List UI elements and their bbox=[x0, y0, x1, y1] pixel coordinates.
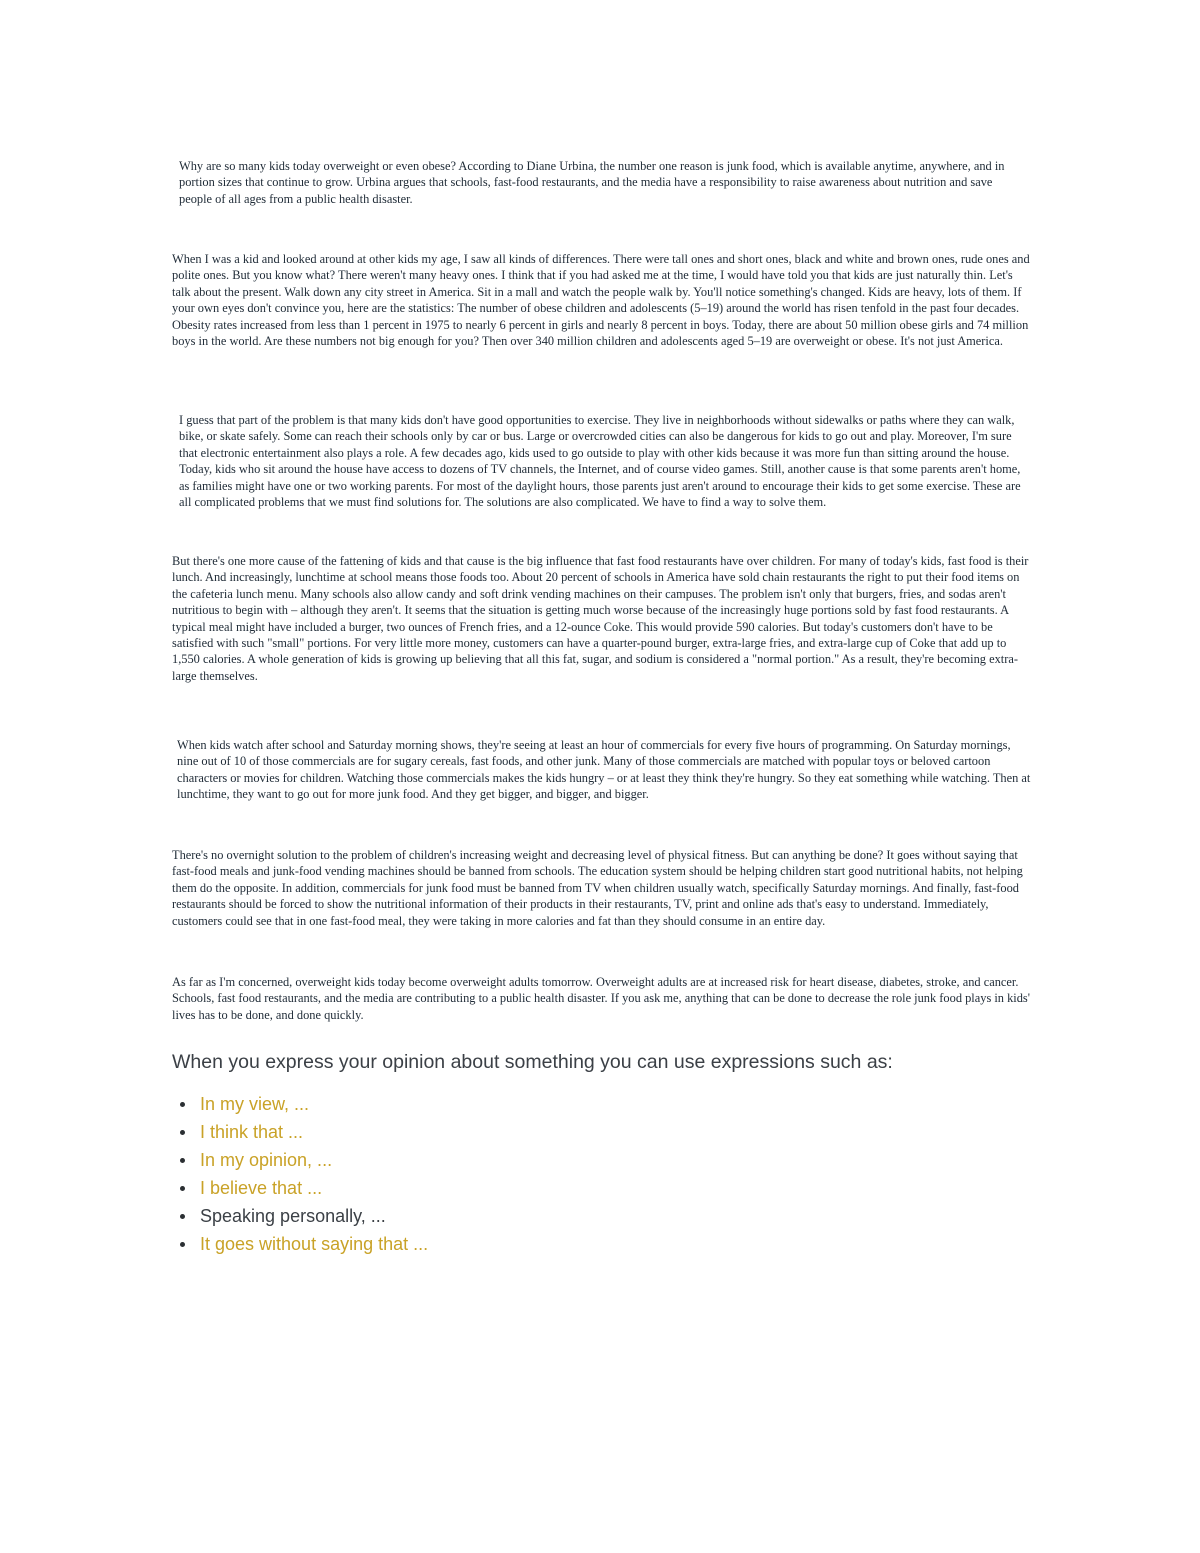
bullet-icon bbox=[180, 1130, 185, 1135]
bullet-icon bbox=[180, 1186, 185, 1191]
bullet-icon bbox=[180, 1242, 185, 1247]
opinion-expressions-list bbox=[172, 1090, 428, 1258]
solution-paragraph: There's no overnight solution to the problem of children's increasing weight and decreasing level of physical fitness. But can anything be done? It goes without saying that fast-food meals and junk-food vending machines should be banned from schools. The education system should be helping children start good nutritional habits, not helping them do the opposite. In addition, commercials for junk food must be banned from TV when children usually watch, specifically Saturday mornings. And finally, fast-food restaurants should be forced to show the nutritional information of their products in their restaurants, TV, print and online ads that's easy to understand. Immediately, customers could see that in one fast-food meal, they were taking in more calories and fat than they should consume in an entire day. bbox=[172, 848, 1023, 928]
kids-differences-paragraph: When I was a kid and looked around at other kids my age, I saw all kinds of differences. There were tall ones and short ones, black and white and brown ones, rude ones and polite ones. But you know what? There weren't many heavy ones. I think that if you had asked me at the time, I would have told you that kids are just naturally thin. Let's talk about the present. Walk down any city street in America. Sit in a mall and watch the people walk by. You'll notice something's changed. Kids are heavy, lots of them. If your own eyes don't convince you, here are the statistics: The number of obese children and adolescents (5–19) around the world has risen tenfold in the past four decades. Obesity rates increased from less than 1 percent in 1975 to nearly 6 percent in girls and nearly 8 percent in boys. Today, there are about 50 million obese girls and 74 million boys in the world. Are these numbers not big enough for you? Then over 340 million children and adolescents aged 5–19 are overweight or obese. It's not just America. bbox=[172, 252, 1030, 349]
list-item bbox=[200, 1174, 428, 1202]
expression-text: I think that ... bbox=[200, 1122, 304, 1142]
bullet-icon bbox=[180, 1158, 185, 1163]
expression-text: It goes without saying that ... bbox=[200, 1234, 429, 1254]
bullet-icon bbox=[180, 1214, 185, 1219]
exercise-problem-paragraph: I guess that part of the problem is that many kids don't have good opportunities to exercise. They live in neighborhoods without sidewalks or paths where they can walk, bike, or skate safely. Some can reach their schools only by car or bus. Large or overcrowded cities can also be dangerous for kids to go out and play. Moreover, I'm sure that electronic entertainment also plays a role. A few decades ago, kids used to go outside to play with other kids because it was more fun than sitting around the house. Today, kids who sit around the house have access to dozens of TV channels, the Internet, and of course video games. Still, another cause is that some parents aren't home, as families might have one or two working parents. For most of the daylight hours, those parents just aren't around to encourage their kids to get some exercise. These are all complicated problems that we must find solutions for. The solutions are also complicated. We have to find a way to solve them. bbox=[179, 413, 1021, 510]
list-item bbox=[200, 1118, 428, 1146]
list-item bbox=[200, 1202, 428, 1230]
expression-text: In my opinion, ... bbox=[200, 1150, 333, 1170]
list-item bbox=[200, 1146, 428, 1174]
intro-paragraph: Why are so many kids today overweight or even obese? According to Diane Urbina, the number one reason is junk food, which is available anytime, anywhere, and in portion sizes that continue to grow. Urbina argues that schools, fast-food restaurants, and the media have a responsibility to raise awareness about nutrition and save people of all ages from a public health disaster. bbox=[179, 159, 1005, 206]
tv-commercials-paragraph: When kids watch after school and Saturday morning shows, they're seeing at least an hour of commercials for every five hours of programming. On Saturday mornings, nine out of 10 of those commercials are for sugary cereals, fast foods, and other junk. Many of those commercials are matched with popular toys or beloved cartoon characters or movies for children. Watching those commercials makes the kids hungry – or at least they think they're hungry. So they eat something while watching. Then at lunchtime, they want to go out for more junk food. And they get bigger, and bigger, and bigger. bbox=[177, 738, 1031, 802]
expression-text: I believe that ... bbox=[200, 1178, 323, 1198]
fast-food-paragraph: But there's one more cause of the fattening of kids and that cause is the big influence that fast food restaurants have over children. For many of today's kids, fast food is their lunch. And increasingly, lunchtime at school means those foods too. About 20 percent of schools in America have sold chain restaurants the right to put their food items on the cafeteria lunch menu. Many schools also allow candy and soft drink vending machines on their campuses. The problem isn't only that burgers, fries, and sodas aren't nutritious to begin with – although they aren't. It seems that the situation is getting much worse because of the increasingly huge portions sold by fast food restaurants. A typical meal might have included a burger, two ounces of French fries, and a 12-ounce Coke. This would provide 590 calories. But today's customers don't have to be satisfied with such "small" portions. For very little more money, customers can have a quarter-pound burger, extra-large fries, and extra-large cup of Coke that add up to 1,550 calories. A whole generation of kids is growing up believing that all this fat, sugar, and sodium is considered a "normal portion." As a result, they're becoming extra-large themselves. bbox=[172, 554, 1029, 683]
conclusion-paragraph: As far as I'm concerned, overweight kids today become overweight adults tomorrow. Overweight adults are at increased risk for heart disease, diabetes, stroke, and cancer. Schools, fast food restaurants, and the media are contributing to a public health disaster. If you ask me, anything that can be done to decrease the role junk food plays in kids' lives has to be done, and done quickly. bbox=[172, 975, 1030, 1022]
list-item bbox=[200, 1090, 428, 1118]
expression-text: In my view, ... bbox=[200, 1094, 310, 1114]
bullet-icon bbox=[180, 1102, 185, 1107]
opinion-expressions-heading: When you express your opinion about something you can use expressions such as: bbox=[172, 1051, 893, 1073]
expression-text: Speaking personally, ... bbox=[200, 1206, 386, 1226]
list-item bbox=[200, 1230, 428, 1258]
